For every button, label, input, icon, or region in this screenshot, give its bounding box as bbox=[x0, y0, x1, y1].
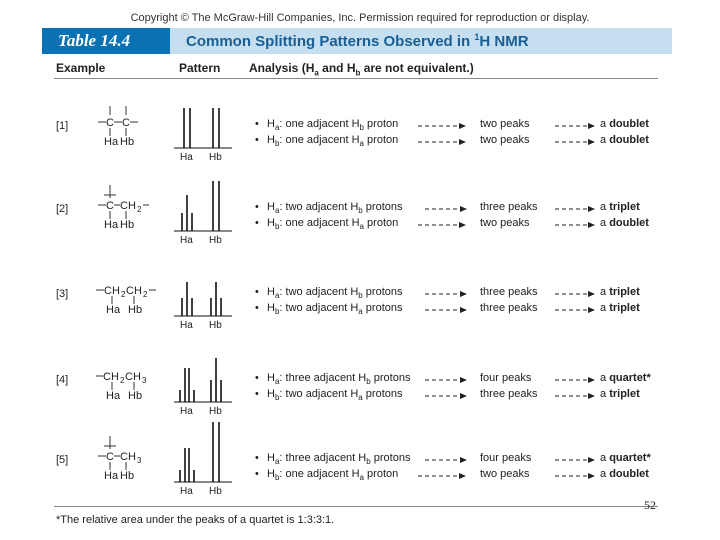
nmr-pattern bbox=[172, 88, 234, 163]
structure-diagram bbox=[96, 171, 168, 235]
structure-diagram bbox=[96, 256, 168, 320]
splitting-result: a triplet bbox=[600, 302, 640, 314]
nmr-pattern bbox=[172, 342, 234, 417]
proton-description: $H_a$: three adjacent $H_b$ protons bbox=[267, 452, 411, 467]
spectrum-ha-label: Ha bbox=[180, 406, 193, 417]
h-a-label: Ha bbox=[106, 304, 121, 316]
bullet-icon: • bbox=[255, 388, 259, 400]
spectrum-hb-label: Hb bbox=[209, 406, 222, 417]
bullet-icon: • bbox=[255, 134, 259, 146]
svg-text:C: C bbox=[106, 117, 114, 129]
table-label-box bbox=[42, 28, 170, 54]
svg-text:3: 3 bbox=[137, 456, 142, 465]
header-pattern: Pattern bbox=[179, 61, 221, 75]
bullet-icon: • bbox=[255, 372, 259, 384]
proton-description: $H_b$: one adjacent $H_a$ proton bbox=[267, 134, 399, 149]
row-number: [1] bbox=[56, 120, 69, 132]
bottom-rule bbox=[54, 506, 658, 507]
table-row bbox=[0, 88, 720, 163]
bullet-icon: • bbox=[255, 217, 259, 229]
splitting-result: a doublet bbox=[600, 134, 649, 146]
splitting-result: a triplet bbox=[600, 388, 640, 400]
row-number: [4] bbox=[56, 374, 69, 386]
proton-description: $H_b$: one adjacent $H_a$ proton bbox=[267, 468, 399, 483]
table-row bbox=[0, 422, 720, 497]
spectrum-ha-label: Ha bbox=[180, 486, 193, 497]
svg-text:CH: CH bbox=[125, 371, 141, 383]
proton-description: $H_b$: two adjacent $H_a$ protons bbox=[267, 388, 403, 403]
splitting-result: a doublet bbox=[600, 118, 649, 130]
h-b-label: Hb bbox=[120, 136, 135, 148]
bullet-icon: • bbox=[255, 118, 259, 130]
splitting-result: a doublet bbox=[600, 217, 649, 229]
h-b-label: Hb bbox=[120, 219, 135, 231]
header-rule bbox=[54, 78, 658, 79]
splitting-result: a doublet bbox=[600, 468, 649, 480]
structure-diagram bbox=[96, 342, 168, 406]
peak-count: two peaks bbox=[480, 468, 530, 480]
structure-diagram bbox=[96, 88, 168, 152]
splitting-result: a quartet* bbox=[600, 452, 651, 464]
spectrum-hb-label: Hb bbox=[209, 152, 222, 163]
bullet-icon: • bbox=[255, 468, 259, 480]
copyright-notice: Copyright © The McGraw-Hill Companies, Inc. Permission required for reproduction or display. bbox=[130, 12, 590, 24]
structure-diagram bbox=[96, 422, 168, 486]
svg-text:CH: CH bbox=[120, 451, 136, 463]
h-b-label: Hb bbox=[128, 304, 143, 316]
svg-text:CH: CH bbox=[126, 285, 142, 297]
h-a-label: Ha bbox=[104, 470, 119, 482]
peak-count: two peaks bbox=[480, 118, 530, 130]
peak-count: four peaks bbox=[480, 452, 532, 464]
svg-text:CH: CH bbox=[104, 285, 120, 297]
nmr-pattern bbox=[172, 171, 234, 246]
proton-description: $H_a$: two adjacent $H_b$ protons bbox=[267, 201, 403, 216]
splitting-result: a triplet bbox=[600, 286, 640, 298]
bullet-icon: • bbox=[255, 302, 259, 314]
spectrum-ha-label: Ha bbox=[180, 152, 193, 163]
peak-count: three peaks bbox=[480, 388, 538, 400]
bullet-icon: • bbox=[255, 286, 259, 298]
proton-description: $H_a$: three adjacent $H_b$ protons bbox=[267, 372, 411, 387]
nmr-pattern bbox=[172, 256, 234, 331]
bullet-icon: • bbox=[255, 452, 259, 464]
spectrum-hb-label: Hb bbox=[209, 320, 222, 331]
svg-text:C: C bbox=[106, 451, 114, 463]
peak-count: three peaks bbox=[480, 201, 538, 213]
table-title: Common Splitting Patterns Observed in $^1$H NMR bbox=[186, 32, 529, 50]
h-b-label: Hb bbox=[128, 390, 143, 402]
svg-text:CH: CH bbox=[103, 371, 119, 383]
nmr-pattern bbox=[172, 422, 234, 497]
h-b-label: Hb bbox=[120, 470, 135, 482]
header-example: Example bbox=[56, 61, 106, 75]
table-row bbox=[0, 256, 720, 331]
page-number: 52 bbox=[644, 498, 656, 512]
spectrum-hb-label: Hb bbox=[209, 235, 222, 246]
peak-count: two peaks bbox=[480, 134, 530, 146]
h-a-label: Ha bbox=[104, 219, 119, 231]
peak-count: three peaks bbox=[480, 286, 538, 298]
row-number: [3] bbox=[56, 288, 69, 300]
peak-count: two peaks bbox=[480, 217, 530, 229]
table-label: Table 14.4 bbox=[58, 31, 131, 50]
svg-text:CH: CH bbox=[120, 200, 136, 212]
splitting-result: a triplet bbox=[600, 201, 640, 213]
row-number: [2] bbox=[56, 203, 69, 215]
svg-text:2: 2 bbox=[137, 205, 142, 214]
svg-text:2: 2 bbox=[121, 290, 126, 299]
proton-description: $H_b$: two adjacent $H_a$ protons bbox=[267, 302, 403, 317]
h-a-label: Ha bbox=[104, 136, 119, 148]
peak-count: three peaks bbox=[480, 302, 538, 314]
proton-description: $H_a$: one adjacent $H_b$ proton bbox=[267, 118, 399, 133]
spectrum-ha-label: Ha bbox=[180, 235, 193, 246]
spectrum-hb-label: Hb bbox=[209, 486, 222, 497]
spectrum-ha-label: Ha bbox=[180, 320, 193, 331]
splitting-result: a quartet* bbox=[600, 372, 651, 384]
proton-description: $H_a$: two adjacent $H_b$ protons bbox=[267, 286, 403, 301]
h-a-label: Ha bbox=[106, 390, 121, 402]
row-number: [5] bbox=[56, 454, 69, 466]
proton-description: $H_b$: one adjacent $H_a$ proton bbox=[267, 217, 399, 232]
svg-text:2: 2 bbox=[120, 376, 125, 385]
table-row bbox=[0, 171, 720, 246]
svg-text:3: 3 bbox=[142, 376, 147, 385]
svg-text:C: C bbox=[106, 200, 114, 212]
table-title-band bbox=[42, 28, 672, 54]
peak-count: four peaks bbox=[480, 372, 532, 384]
header-analysis: Analysis ($H_a$ and $H_b$ are not equivalent.) bbox=[249, 61, 474, 78]
bullet-icon: • bbox=[255, 201, 259, 213]
svg-text:2: 2 bbox=[143, 290, 148, 299]
footnote: *The relative area under the peaks of a quartet is 1:3:3:1. bbox=[56, 514, 335, 526]
table-row bbox=[0, 342, 720, 417]
svg-text:C: C bbox=[122, 117, 130, 129]
